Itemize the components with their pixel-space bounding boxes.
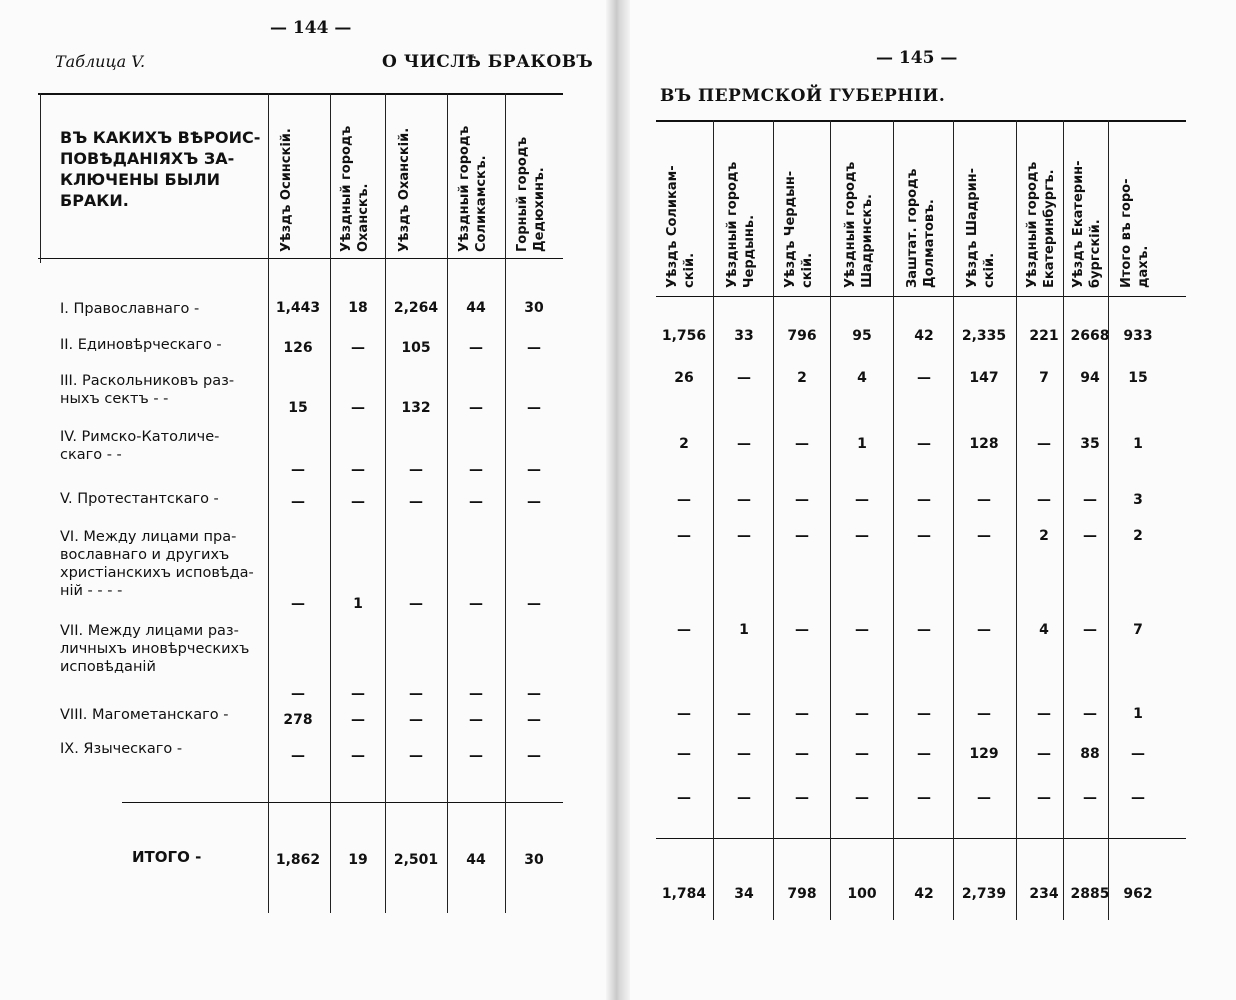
row-label: I. Православнаго - <box>60 301 200 317</box>
table-cell: 33 <box>734 328 754 344</box>
table-cell: 1 <box>1133 436 1143 452</box>
table-cell: — <box>977 622 991 638</box>
table-cell: — <box>351 340 365 356</box>
table-cell: — <box>855 622 869 638</box>
table-cell: — <box>291 748 305 764</box>
table-cell: — <box>527 748 541 764</box>
total-cell: 1,862 <box>275 852 321 868</box>
table-cell: — <box>677 706 691 722</box>
table-cell: — <box>917 528 931 544</box>
table-cell: — <box>795 706 809 722</box>
header-top-rule <box>656 120 1186 122</box>
column-rule <box>385 93 386 913</box>
column-header: Уѣздный городъ Екатеринбургъ. <box>1025 161 1057 288</box>
page-number: — 144 — <box>270 18 352 38</box>
column-header: Горный городъ Дедюхинъ. <box>515 136 547 252</box>
column-header: Уѣздъ Екатерин- бургскій. <box>1071 160 1103 288</box>
table-cell: 2 <box>797 370 807 386</box>
row-label: VIII. Магометанскаго - <box>60 707 229 723</box>
table-cell: — <box>469 462 483 478</box>
column-header: Уѣздный городъ Чердынь. <box>725 161 757 288</box>
table-cell: 2 <box>679 436 689 452</box>
table-cell: — <box>291 596 305 612</box>
column-header: Уѣздъ Осинскій. <box>279 128 294 252</box>
table-cell: — <box>469 712 483 728</box>
column-rule <box>830 120 831 920</box>
row-label: V. Протестантскаго - <box>60 491 219 507</box>
column-header: Уѣздный городъ Шадринскъ. <box>843 161 875 288</box>
table-cell: — <box>917 746 931 762</box>
column-rule <box>953 120 954 920</box>
table-cell: — <box>527 712 541 728</box>
column-header: Заштат. городъ Долматовъ. <box>905 168 937 288</box>
table-cell: — <box>737 706 751 722</box>
table-cell: 1,443 <box>275 300 321 316</box>
table-cell: — <box>977 492 991 508</box>
table-cell: — <box>1131 746 1145 762</box>
column-rule <box>330 93 331 913</box>
table-cell: 1 <box>1133 706 1143 722</box>
row-label: VII. Между лицами раз- личныхъ иновѣрческихъ исповѣданій <box>60 623 250 675</box>
table-cell: — <box>737 436 751 452</box>
table-cell: 128 <box>969 436 999 452</box>
table-cell: 7 <box>1133 622 1143 638</box>
table-cell: — <box>1083 790 1097 806</box>
table-cell: — <box>1083 622 1097 638</box>
table-cell: — <box>917 622 931 638</box>
table-cell: — <box>677 790 691 806</box>
table-cell: 1 <box>353 596 363 612</box>
header-top-rule <box>38 93 563 95</box>
table-cell: — <box>409 494 423 510</box>
total-cell: 2885 <box>1070 886 1110 902</box>
table-cell: — <box>795 790 809 806</box>
table-cell: — <box>1083 492 1097 508</box>
table-cell: — <box>917 370 931 386</box>
table-cell: 88 <box>1080 746 1100 762</box>
table-cell: — <box>291 686 305 702</box>
table-cell: — <box>469 596 483 612</box>
table-cell: — <box>917 436 931 452</box>
table-cell: — <box>737 370 751 386</box>
table-cell: — <box>855 492 869 508</box>
total-cell: 2,739 <box>961 886 1007 902</box>
table-cell: — <box>737 746 751 762</box>
total-label: ИТОГО - <box>132 848 202 866</box>
right-page <box>618 0 1236 1000</box>
column-rule <box>40 93 41 263</box>
table-cell: 1,756 <box>661 328 707 344</box>
table-cell: — <box>469 400 483 416</box>
total-cell: 34 <box>734 886 754 902</box>
table-cell: — <box>527 400 541 416</box>
total-cell: 798 <box>787 886 817 902</box>
row-label: VI. Между лицами пра- вославнаго и другихъ христіанскихъ исповѣда- ній - - - - <box>60 529 254 599</box>
row-label: IV. Римско-Католиче- скаго - - <box>60 429 220 463</box>
table-cell: — <box>469 494 483 510</box>
table-cell: — <box>677 622 691 638</box>
table-cell: — <box>737 528 751 544</box>
table-title: О ЧИСЛѢ БРАКОВЪ <box>382 52 594 72</box>
row-label: II. Единовѣрческаго - <box>60 337 222 353</box>
table-cell: — <box>1037 706 1051 722</box>
table-cell: — <box>917 706 931 722</box>
table-cell: 18 <box>348 300 368 316</box>
table-cell: — <box>1131 790 1145 806</box>
table-cell: — <box>351 400 365 416</box>
table-label: Таблица V. <box>55 52 146 71</box>
table-cell: — <box>677 492 691 508</box>
column-rule <box>505 93 506 913</box>
column-rule <box>893 120 894 920</box>
table-cell: — <box>527 494 541 510</box>
total-cell: 2,501 <box>393 852 439 868</box>
table-cell: — <box>977 528 991 544</box>
table-cell: 2,335 <box>961 328 1007 344</box>
table-cell: 2668 <box>1070 328 1110 344</box>
table-cell: 4 <box>857 370 867 386</box>
column-rule <box>1016 120 1017 920</box>
table-cell: 7 <box>1039 370 1049 386</box>
table-cell: — <box>795 528 809 544</box>
table-cell: — <box>677 746 691 762</box>
header-bottom-rule <box>656 296 1186 297</box>
table-cell: 4 <box>1039 622 1049 638</box>
table-cell: 105 <box>401 340 431 356</box>
table-cell: 3 <box>1133 492 1143 508</box>
table-cell: — <box>527 686 541 702</box>
table-cell: 35 <box>1080 436 1100 452</box>
table-cell: 30 <box>524 300 544 316</box>
table-cell: — <box>409 686 423 702</box>
column-header: Уѣздъ Соликам- скій. <box>665 165 697 288</box>
table-cell: — <box>469 686 483 702</box>
column-header: Уѣздный городъ Соликамскъ. <box>457 125 489 252</box>
table-cell: — <box>977 706 991 722</box>
table-cell: — <box>409 596 423 612</box>
table-cell: 1 <box>857 436 867 452</box>
table-cell: 2,264 <box>393 300 439 316</box>
table-cell: — <box>737 790 751 806</box>
table-cell: — <box>409 748 423 764</box>
table-cell: — <box>795 746 809 762</box>
row-label: III. Раскольниковъ раз- ныхъ сектъ - - <box>60 373 235 407</box>
total-cell: 30 <box>524 852 544 868</box>
column-header: Уѣздъ Шадрин- скій. <box>965 167 997 288</box>
total-cell: 100 <box>847 886 877 902</box>
table-cell: — <box>1037 436 1051 452</box>
table-cell: — <box>795 622 809 638</box>
table-cell: — <box>1083 528 1097 544</box>
table-cell: — <box>1037 746 1051 762</box>
table-cell: 2 <box>1133 528 1143 544</box>
table-cell: — <box>795 436 809 452</box>
table-cell: 26 <box>674 370 694 386</box>
total-rule <box>122 802 563 803</box>
table-cell: 42 <box>914 328 934 344</box>
column-rule <box>773 120 774 920</box>
table-cell: — <box>1037 492 1051 508</box>
table-cell: 796 <box>787 328 817 344</box>
table-cell: 126 <box>283 340 313 356</box>
table-cell: 147 <box>969 370 999 386</box>
row-label: IX. Языческаго - <box>60 741 183 757</box>
table-cell: — <box>977 790 991 806</box>
table-cell: — <box>855 528 869 544</box>
table-title-continued: ВЪ ПЕРМСКОЙ ГУБЕРНІИ. <box>660 86 946 106</box>
table-cell: — <box>1083 706 1097 722</box>
table-cell: — <box>527 596 541 612</box>
table-cell: 95 <box>852 328 872 344</box>
table-cell: — <box>917 790 931 806</box>
total-cell: 42 <box>914 886 934 902</box>
table-cell: — <box>855 746 869 762</box>
page-number: — 145 — <box>876 48 958 68</box>
column-rule <box>713 120 714 920</box>
table-cell: — <box>291 494 305 510</box>
table-cell: 1 <box>739 622 749 638</box>
table-cell: — <box>351 686 365 702</box>
table-cell: — <box>795 492 809 508</box>
column-header: Уѣздный городъ Оханскъ. <box>339 125 371 252</box>
table-cell: — <box>527 462 541 478</box>
table-cell: — <box>351 712 365 728</box>
total-rule <box>656 838 1186 839</box>
table-cell: 933 <box>1123 328 1153 344</box>
corner-header: ВЪ КАКИХЪ ВѢРОИС-ПОВѢДАНІЯХЪ ЗА-КЛЮЧЕНЫ БЫЛИ БРАКИ. <box>60 128 261 210</box>
table-cell: 44 <box>466 300 486 316</box>
table-cell: 129 <box>969 746 999 762</box>
total-cell: 962 <box>1123 886 1153 902</box>
table-cell: — <box>409 462 423 478</box>
table-cell: — <box>469 748 483 764</box>
column-header: Уѣздъ Чердын- скій. <box>783 170 815 288</box>
table-cell: 278 <box>283 712 313 728</box>
table-cell: — <box>677 528 691 544</box>
table-cell: — <box>855 706 869 722</box>
table-cell: — <box>917 492 931 508</box>
table-cell: — <box>351 462 365 478</box>
total-cell: 19 <box>348 852 368 868</box>
table-cell: 15 <box>288 400 308 416</box>
table-cell: — <box>737 492 751 508</box>
table-cell: — <box>291 462 305 478</box>
header-bottom-rule <box>38 258 563 259</box>
table-cell: 221 <box>1029 328 1059 344</box>
table-cell: 94 <box>1080 370 1100 386</box>
table-cell: 15 <box>1128 370 1148 386</box>
total-cell: 1,784 <box>661 886 707 902</box>
column-header: Уѣздъ Оханскій. <box>397 127 412 252</box>
table-cell: 132 <box>401 400 431 416</box>
total-cell: 234 <box>1029 886 1059 902</box>
total-cell: 44 <box>466 852 486 868</box>
table-cell: — <box>527 340 541 356</box>
column-rule <box>268 93 269 913</box>
table-cell: 2 <box>1039 528 1049 544</box>
table-cell: — <box>1037 790 1051 806</box>
table-cell: — <box>409 712 423 728</box>
column-rule <box>447 93 448 913</box>
table-cell: — <box>351 748 365 764</box>
table-cell: — <box>351 494 365 510</box>
column-header: Итого въ горо- дахъ. <box>1119 178 1151 288</box>
table-cell: — <box>469 340 483 356</box>
table-cell: — <box>855 790 869 806</box>
